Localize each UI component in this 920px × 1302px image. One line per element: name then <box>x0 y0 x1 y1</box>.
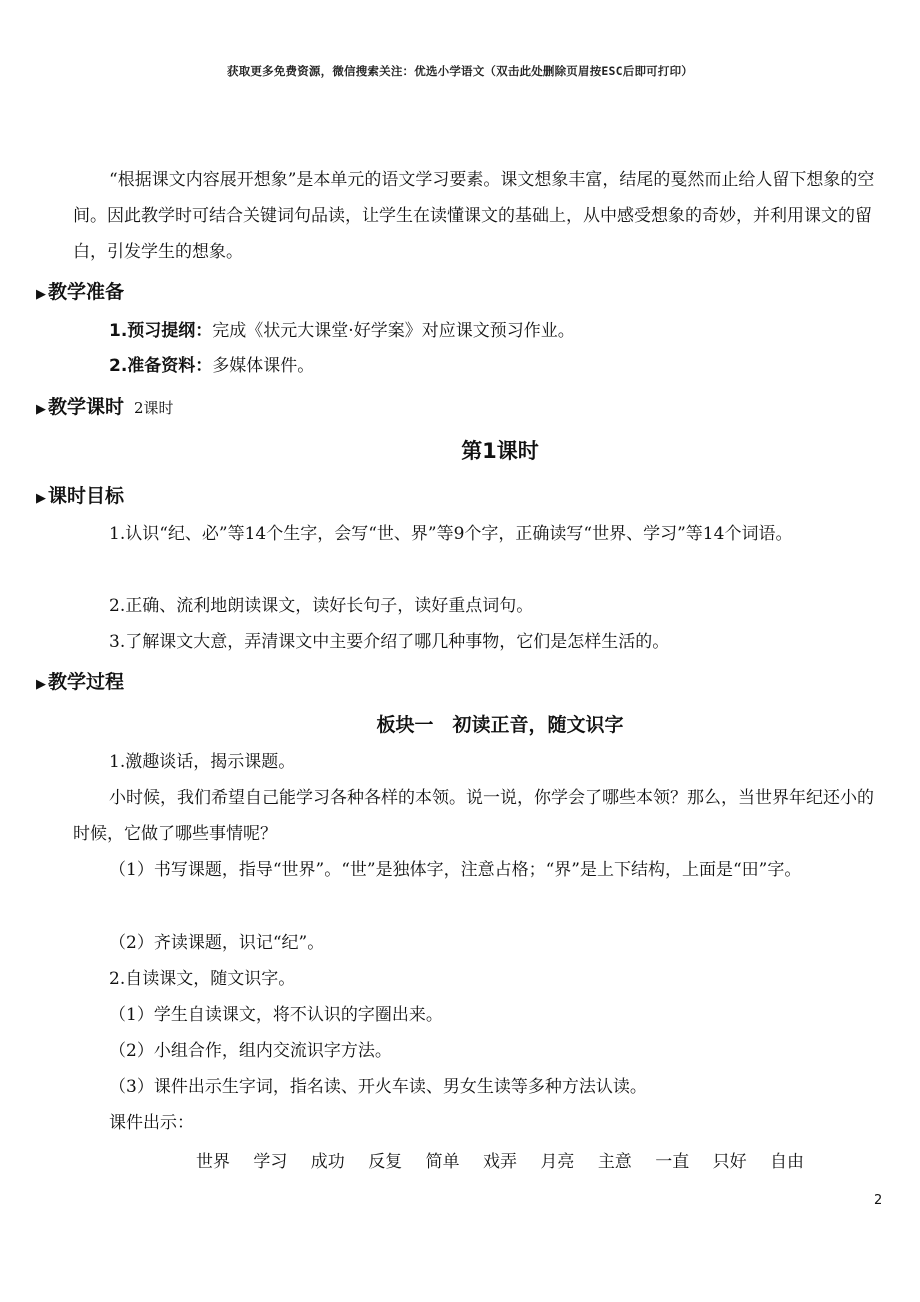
page-header: 获取更多免费资源，微信搜索关注：优选小学语文（双击此处删除页眉按ESC后即可打印） <box>227 64 693 78</box>
vocab-word: 只好 <box>712 1152 747 1172</box>
prep-item-2-text: 多媒体课件。 <box>212 356 315 376</box>
prep-item-1-text: 完成《状元大课堂·好学案》对应课文预习作业。 <box>212 321 575 341</box>
goal-item-1: 1.认识“纪、必”等14个生字，会写“世、界”等9个字，正确读写“世界、学习”等14个词语。 <box>109 524 793 544</box>
heading-teaching-process <box>36 667 124 694</box>
courseware-label: 课件出示： <box>109 1113 194 1133</box>
triangle-marker-icon: ▶ <box>36 491 46 506</box>
prep-item-2-label: 2.准备资料： <box>109 356 213 376</box>
sub-step-2: （2）齐读课题，识记“纪”。 <box>109 933 325 953</box>
vocab-word: 月亮 <box>540 1152 575 1172</box>
heading-teaching-hours <box>36 392 174 419</box>
prep-item-2 <box>109 354 314 378</box>
block-title: 板块一 初读正音，随文识字 <box>376 714 624 736</box>
vocab-word: 学习 <box>253 1152 288 1172</box>
sub-step-1: （1）书写课题，指导“世界”。“世”是独体字，注意占格；“界”是上下结构，上面是“田”字。 <box>109 860 802 880</box>
vocab-word: 简单 <box>425 1152 460 1172</box>
vocab-word: 世界 <box>195 1152 230 1172</box>
triangle-marker-icon: ▶ <box>36 287 46 302</box>
step-1-paragraph: 小时候，我们希望自己能学习各种各样的本领。说一说，你学会了哪些本领？那么，当世界年纪还小的时候，它做了哪些事情呢？ <box>73 788 874 844</box>
page-number: 2 <box>874 1193 883 1208</box>
heading-text: 课时目标 <box>48 485 125 507</box>
vocab-word: 成功 <box>310 1152 345 1172</box>
vocab-word: 戏弄 <box>483 1152 517 1172</box>
heading-teaching-prep <box>36 277 124 304</box>
vocab-word: 自由 <box>770 1152 805 1172</box>
heading-text: 教学准备 <box>48 281 125 303</box>
vocab-word: 主意 <box>597 1152 632 1172</box>
step-2: 2.自读课文，随文识字。 <box>109 969 296 989</box>
heading-text: 教学课时 <box>48 396 125 418</box>
hours-value: 2课时 <box>134 399 174 417</box>
triangle-marker-icon: ▶ <box>36 402 46 417</box>
heading-lesson-goals <box>36 481 124 508</box>
sub-step-5: （3）课件出示生字词，指名读、开火车读、男女生读等多种方法认读。 <box>109 1077 647 1097</box>
vocab-word: 一直 <box>655 1152 690 1172</box>
triangle-marker-icon: ▶ <box>36 677 46 692</box>
goal-item-2: 2.正确、流利地朗读课文，读好长句子，读好重点词句。 <box>109 596 534 616</box>
sub-step-4: （2）小组合作，组内交流识字方法。 <box>109 1041 392 1061</box>
heading-text: 教学过程 <box>48 671 125 693</box>
vocab-word: 反复 <box>368 1152 403 1172</box>
vocab-word-list <box>0 1147 920 1172</box>
sub-step-3: （1）学生自读课文，将不认识的字圈出来。 <box>109 1005 443 1025</box>
step-1: 1.激趣谈话，揭示课题。 <box>109 752 296 772</box>
goal-item-3: 3.了解课文大意，弄清课文中主要介绍了哪几种事物，它们是怎样生活的。 <box>109 632 670 652</box>
intro-paragraph: “根据课文内容展开想象”是本单元的语文学习要素。课文想象丰富，结尾的戛然而止给人留下想象的空间。因此教学时可结合关键词句品读，让学生在读懂课文的基础上，从中感受想象的奇妙，并利用课文的留白，引发学生的想象。 <box>73 170 875 262</box>
prep-item-1-label: 1.预习提纲： <box>109 321 213 341</box>
prep-item-1 <box>109 319 575 343</box>
lesson-title: 第1课时 <box>461 439 539 463</box>
